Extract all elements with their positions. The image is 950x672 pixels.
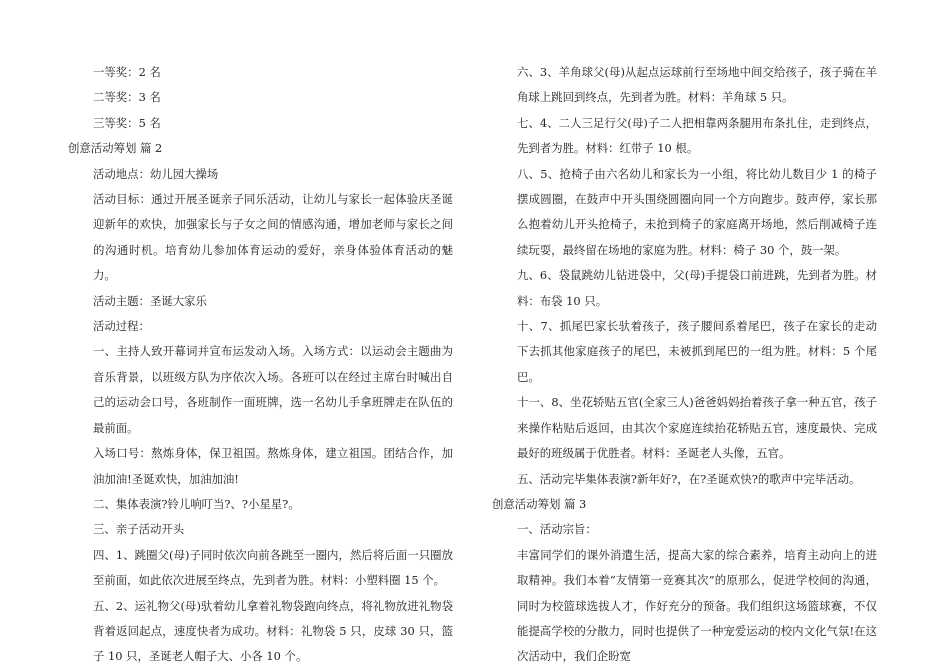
paragraph: 八、5、抢椅子由六名幼儿和家长为一小组，将比幼儿数目少 1 的椅子摆成圆圈，在鼓声中开头围绕圆圈向同一个方向跑步。鼓声停，家长那么抱着幼儿开头抢椅子，未抢到椅子的家庭离开场地，然后削减椅子连续玩耍，最终留在场地的家庭为胜。材料：椅子 30 个，鼓一架。 (517, 166, 877, 257)
paragraph: 九、6、袋鼠跳幼儿钻进袋中，父(母)手提袋口前进跳，先到者为胜。材料：布袋 10 只。 (517, 268, 877, 308)
paragraph: 二、集体表演?铃儿响叮当?、?小星星?。 (93, 496, 300, 511)
section-heading: 创意活动筹划 篇 3 (492, 496, 587, 511)
paragraph: 活动过程： (93, 319, 150, 334)
paragraph: 三、亲子活动开头 (93, 522, 185, 537)
paragraph: 活动主题：圣诞大家乐 (93, 293, 207, 308)
paragraph: 六、3、羊角球父(母)从起点运球前行至场地中间交给孩子，孩子骑在羊角球上跳回到终点，先到者为胜。材料：羊角球 5 只。 (517, 65, 877, 105)
paragraph: 一、活动宗旨： (517, 522, 597, 537)
paragraph: 活动地点：幼儿园大操场 (93, 166, 219, 181)
paragraph: 五、2、运礼物父(母)驮着幼儿拿着礼物袋跑向终点，将礼物放进礼物袋背着返回起点，速度快者为成功。材料：礼物袋 5 只，皮球 30 只，篮子 10 只，圣诞老人帽子大、小各 10 个。 (93, 598, 453, 664)
paragraph: 一等奖：2 名 (93, 65, 161, 79)
paragraph: 五、活动完毕集体表演?新年好?，在?圣诞欢快?的歌声中完毕活动。 (517, 471, 861, 486)
paragraph: 丰富同学们的课外消遣生活，提高大家的综合素养，培育主动向上的进取精神。我们本着“友情第一竞赛其次”的原那么，促进学校间的沟通，同时为校篮球选拔人才，作好充分的预备。我们组织这场篮球赛，不仅能提高学校的分散力，同时也提供了一种宠爱运动的校内文化气氛!在这次活动中，我们企盼宽 (517, 547, 877, 664)
paragraph: 入场口号：熬炼身体，保卫祖国。熬炼身体，建立祖国。团结合作，加油加油!圣诞欢快，加油加油! (93, 446, 453, 486)
paragraph: 三等奖：5 名 (93, 115, 161, 130)
paragraph: 十一、8、坐花轿贴五官(全家三人)爸爸妈妈抬着孩子拿一种五官，孩子来操作粘贴后返回，由其次个家庭连续抬花轿贴五官，速度最快、完成最好的班级属于优胜者。材料：圣诞老人头像，五官。 (517, 395, 877, 461)
section-heading: 创意活动筹划 篇 2 (68, 141, 163, 156)
paragraph: 四、1、跳圈父(母)子同时依次向前各跳至一圈内，然后将后面一只圈放至前面，如此依次进展至终点，先到者为胜。材料：小塑料圈 15 个。 (93, 547, 453, 588)
paragraph: 十、7、抓尾巴家长驮着孩子，孩子腰间系着尾巴，孩子在家长的走动下去抓其他家庭孩子的尾巴，未被抓到尾巴的一组为胜。材料：5 个尾巴。 (517, 319, 877, 384)
paragraph: 一、主持人致开幕词并宣布运发动入场。入场方式：以运动会主题曲为音乐背景，以班级方队为序依次入场。各班可以在经过主席台时喊出自己的运动会口号，各班制作一面班牌，选一名幼儿手拿班牌走在队伍的最前面。 (93, 344, 453, 435)
paragraph: 二等奖：3 名 (93, 90, 161, 105)
right-column (492, 60, 877, 670)
left-column (68, 60, 453, 670)
paragraph: 七、4、二人三足行父(母)子二人把相靠两条腿用布条扎住，走到终点，先到者为胜。材料：红带子 10 根。 (517, 115, 877, 156)
paragraph: 活动目标：通过开展圣诞亲子同乐活动，让幼儿与家长一起体验庆圣诞迎新年的欢快，加强家长与子女之间的情感沟通，增加老师与家长之间的沟通时机。培育幼儿参加体育运动的爱好，亲身体验体育活动的魅力。 (93, 192, 453, 283)
